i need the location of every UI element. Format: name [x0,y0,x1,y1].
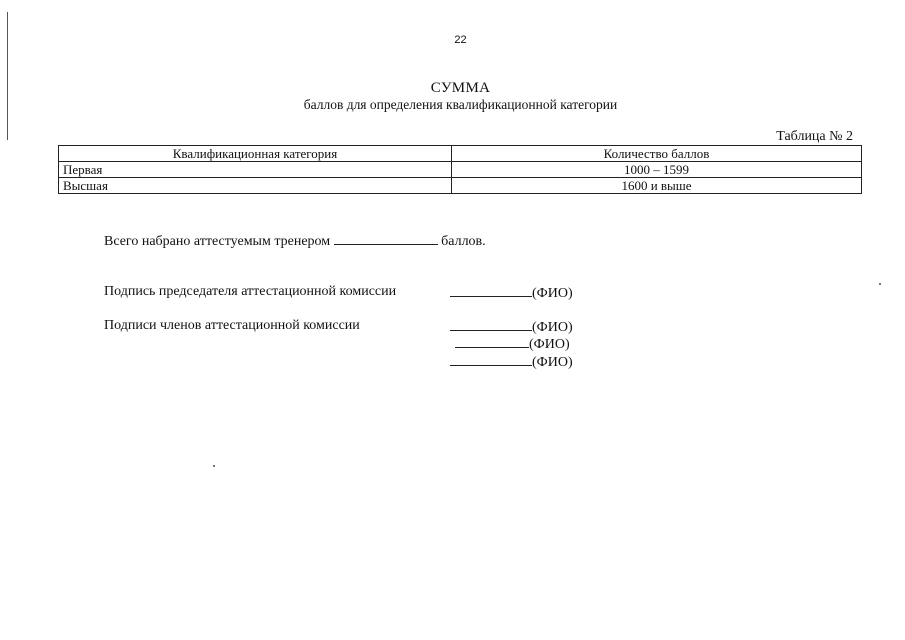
score-table [58,145,862,194]
total-points-line [104,232,486,250]
signature-blank [450,318,532,331]
fio-label: (ФИО) [532,286,573,301]
table-caption: Таблица № 2 [776,129,853,144]
table-header-row [59,146,862,162]
member-signature-field [455,335,570,353]
chairman-signature-field [450,284,573,302]
column-header-score: Количество баллов [452,146,862,162]
fio-label: (ФИО) [532,355,573,370]
left-margin-scan-line [7,12,8,140]
score-cell: 1000 – 1599 [452,162,862,178]
total-points-blank [334,232,438,245]
fio-label: (ФИО) [532,320,573,335]
member-signature-field [450,318,573,336]
total-points-label: Всего набрано аттестуемым тренером [104,234,331,249]
column-header-category: Квалификационная категория [59,146,452,162]
members-signature-label: Подписи членов аттестационной комиссии [104,318,360,333]
table-row [59,162,862,178]
page-number: 22 [454,34,467,46]
scan-speck [879,283,881,285]
fio-label: (ФИО) [529,337,570,352]
category-cell: Высшая [59,178,452,194]
document-subtitle: баллов для определения квалификационной категории [303,97,618,112]
signature-blank [455,335,529,348]
score-cell: 1600 и выше [452,178,862,194]
chairman-signature-label: Подпись председателя аттестационной комиссии [104,284,397,299]
document-title: СУММА [430,80,491,96]
scan-speck [213,465,215,467]
table-row [59,178,862,194]
category-cell: Первая [59,162,452,178]
member-signature-field [450,353,573,371]
signature-blank [450,353,532,366]
total-points-suffix: баллов. [441,234,486,249]
signature-blank [450,284,532,297]
